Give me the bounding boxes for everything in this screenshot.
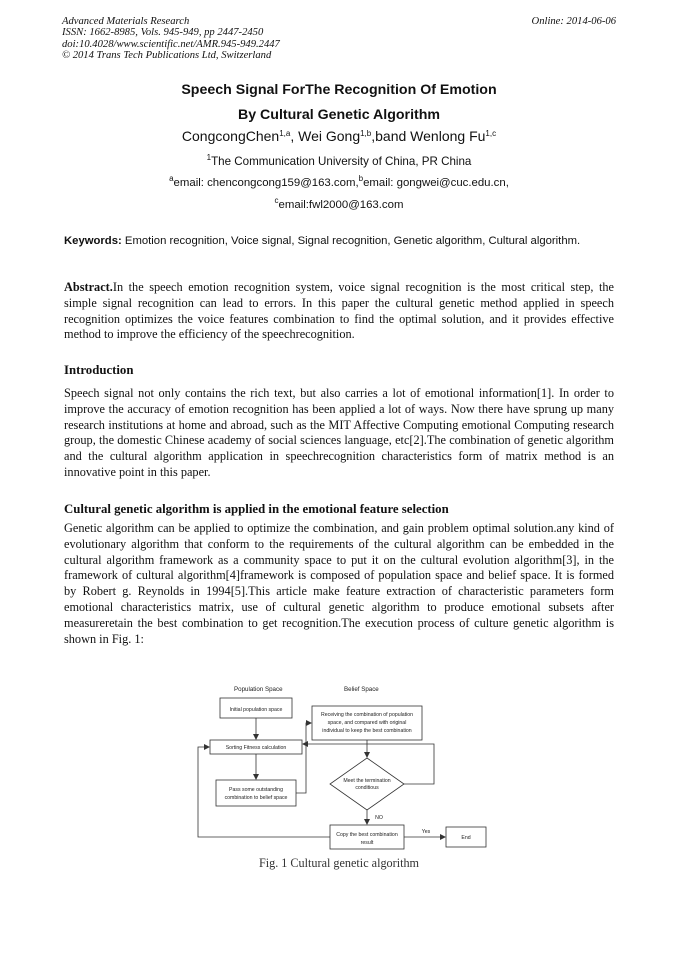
end-text: End — [461, 835, 471, 841]
copy-best-text-2: result — [360, 840, 374, 846]
pass-combination-node — [216, 780, 296, 806]
pass-combination-text-1: Pass some outstanding — [229, 787, 283, 793]
issn-line: ISSN: 1662-8985, Vols. 945-949, pp 2447-2450 — [62, 27, 264, 39]
receiving-combination-text-2: space, and compared with original — [327, 720, 407, 726]
doi-line: doi:10.4028/www.scientific.net/AMR.945-949.2447 — [62, 38, 280, 50]
affiliation-text: The Communication University of China, PR China — [211, 155, 472, 168]
section-heading-cultural-genetic-algorithm: Cultural genetic algorithm is applied in the emotional feature selection — [64, 502, 449, 516]
online-date: Online: 2014-06-06 — [531, 16, 616, 27]
journal-name: Advanced Materials Research — [62, 16, 190, 27]
affiliation-superscript: 1 — [206, 153, 212, 162]
email-line-1 — [0, 174, 678, 189]
figure-caption: Fig. 1 Cultural genetic algorithm — [258, 856, 420, 870]
paper-title-line-1: Speech Signal ForThe Recognition Of Emotion — [181, 82, 497, 98]
keywords-text: Emotion recognition, Voice signal, Signal recognition, Genetic algorithm, Cultural algorithm. — [121, 235, 581, 247]
initial-population-text: Initial population space — [229, 707, 283, 713]
paper-title-line-2: By Cultural Genetic Algorithm — [237, 107, 441, 123]
copyright-line: © 2014 Trans Tech Publications Ltd, Switzerland — [62, 50, 272, 62]
flowchart-figure — [190, 682, 490, 852]
termination-decision-node — [330, 758, 404, 810]
author-separator: , — [290, 128, 299, 144]
cultural-genetic-algorithm-paragraph: Genetic algorithm can be applied to optimize the combination, and gain problem optimal solution.any kind of evolutionary algorithm that conform to the requirements of the cultural algorithm can be embedded in the cultural algorithm framework as a community space to put it on the cultural evolution algorithm[3], in the framework of cultural algorithm[4]framework is composed of population space and belief space. It is formed by Robert g. Reynolds in 1994[5].This article make feature extraction of characteristic parameters form emotional characteristics matrix, use of cultural genetic algorithm to produce emotional subsets after measureretain the best combination to get recognition.The execution process of culture genetic algorithm is shown in Fig. 1: — [64, 521, 614, 646]
section-heading-introduction: Introduction — [64, 363, 134, 377]
no-branch-label: NO — [375, 815, 383, 821]
sorting-fitness-text: Sorting Fitness calculation — [225, 745, 287, 751]
receiving-combination-text-1: Receiving the combination of population — [321, 712, 413, 718]
email-text: email: gongwei@cuc.edu.cn, — [363, 177, 509, 189]
author-superscript: 1,c — [485, 129, 497, 138]
abstract — [64, 280, 614, 343]
author-name: CongcongChen — [181, 128, 280, 144]
email-line-2 — [0, 196, 678, 211]
author-separator: ,band — [371, 128, 411, 144]
author-name: Wenlong Fu — [410, 128, 486, 144]
keywords-label: Keywords: — [64, 235, 122, 247]
email-superscript: a — [169, 174, 174, 183]
journal-header — [62, 16, 616, 62]
termination-decision-text-1: Meet the termination — [343, 778, 391, 784]
email-superscript: b — [358, 174, 364, 183]
author-superscript: 1,b — [360, 129, 372, 138]
yes-branch-label: Yes — [421, 829, 431, 835]
introduction-paragraph: Speech signal not only contains the rich text, but also carries a lot of emotional information[1]. In order to improve the accuracy of emotion recognition has been applied a lot of ways. Now there have sprung up many research institutions at home and abroad, such as the MIT Affective Computing emotional Computing research group, the domestic Chinese academy of social sciences language, etc[2].The combination of genetic algorithm and the cultural algorithm application in speechrecognition characteristics form of matrix method is an innovative point in this paper. — [64, 386, 614, 479]
affiliation — [0, 155, 678, 168]
termination-decision-text-2: conditious — [355, 785, 379, 791]
email-text: email:fwl2000@163.com — [278, 199, 404, 211]
population-space-label: Population Space — [234, 686, 283, 693]
author-name: Wei Gong — [298, 128, 361, 144]
email-text: email: chencongcong159@163.com, — [173, 177, 359, 189]
author-superscript: 1,a — [279, 129, 291, 138]
receiving-combination-text-3: individual to keep the best combination — [322, 728, 412, 734]
keywords — [64, 234, 614, 249]
belief-space-label: Belief Space — [344, 686, 379, 693]
pass-combination-text-2: combination to belief space — [224, 795, 288, 801]
abstract-label: Abstract. — [64, 280, 113, 294]
abstract-text: In the speech emotion recognition system, voice signal recognition is the most critical step, the simple signal recognition can lead to errors. In this paper the cultural genetic method applied in speech recognition optimizes the voice features combination to find the optimal solution, and it provides effective method to improve the efficiency of the speechrecognition. — [64, 280, 614, 342]
email-superscript: c — [274, 196, 279, 205]
copy-best-text-1: Copy the best combination — [336, 832, 398, 838]
author-list — [0, 128, 678, 144]
